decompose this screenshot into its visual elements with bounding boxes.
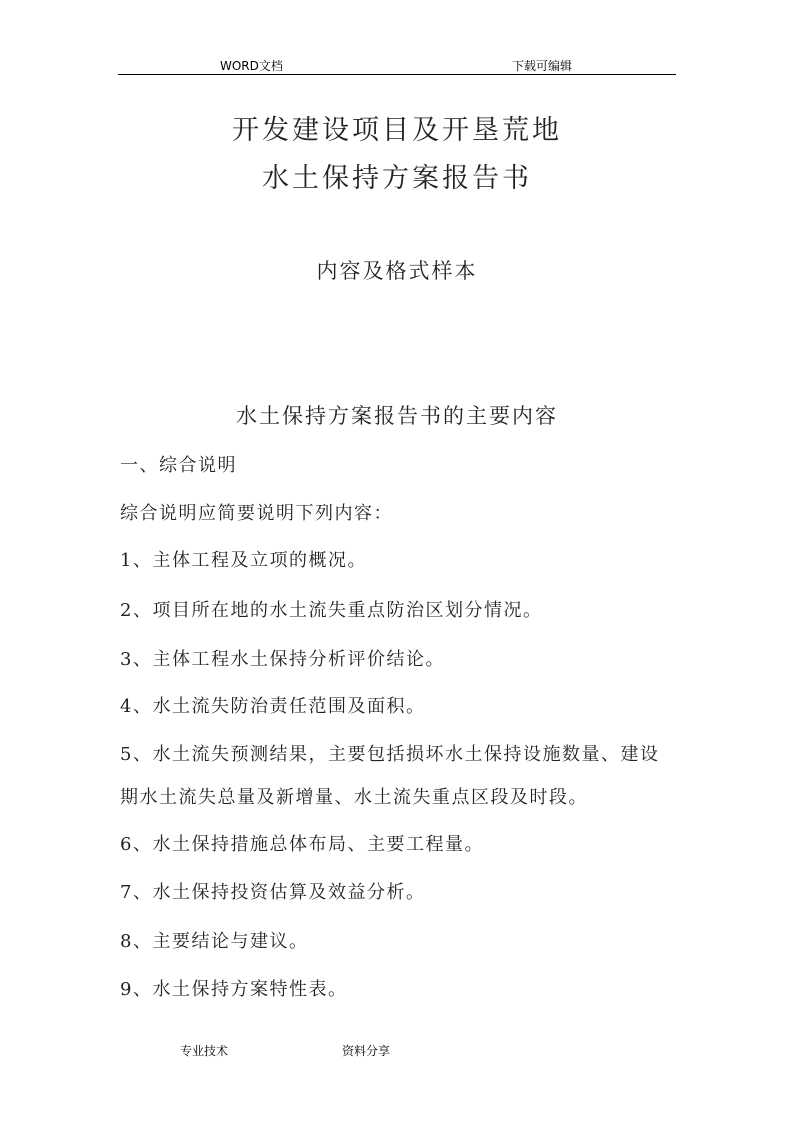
list-item: 3、主体工程水土保持分析评价结论。: [120, 649, 445, 670]
list-item: 7、水土保持投资估算及效益分析。: [120, 882, 426, 903]
list-item: 1、主体工程及立项的概况。: [120, 550, 367, 571]
document-title-line-1: 开发建设项目及开垦荒地: [232, 115, 562, 146]
footer-right-text: 资料分享: [342, 1044, 391, 1058]
list-item-continuation: 期水土流失总量及新增量、水土流失重点区段及时段。: [120, 787, 588, 808]
list-item: 2、项目所在地的水土流失重点防治区划分情况。: [120, 600, 543, 621]
section-title: 水土保持方案报告书的主要内容: [236, 404, 558, 428]
header-left-text: WORD文档: [220, 59, 283, 73]
list-item: 9、水土保持方案特性表。: [120, 979, 348, 1000]
section-heading: 一、综合说明: [120, 455, 237, 476]
list-item: 8、主要结论与建议。: [120, 931, 309, 952]
footer-left-text: 专业技术: [180, 1044, 229, 1058]
list-item: 6、水土保持措施总体布局、主要工程量。: [120, 834, 484, 855]
document-title-line-2: 水土保持方案报告书: [262, 163, 532, 194]
header-divider: [118, 74, 676, 75]
document-subtitle: 内容及格式样本: [316, 259, 478, 283]
intro-paragraph: 综合说明应简要说明下列内容：: [120, 503, 393, 524]
list-item: 4、水土流失防治责任范围及面积。: [120, 696, 426, 717]
header-right-text: 下载可编辑: [512, 59, 573, 73]
list-item: 5、水土流失预测结果，主要包括损坏水土保持设施数量、建设: [120, 744, 660, 765]
